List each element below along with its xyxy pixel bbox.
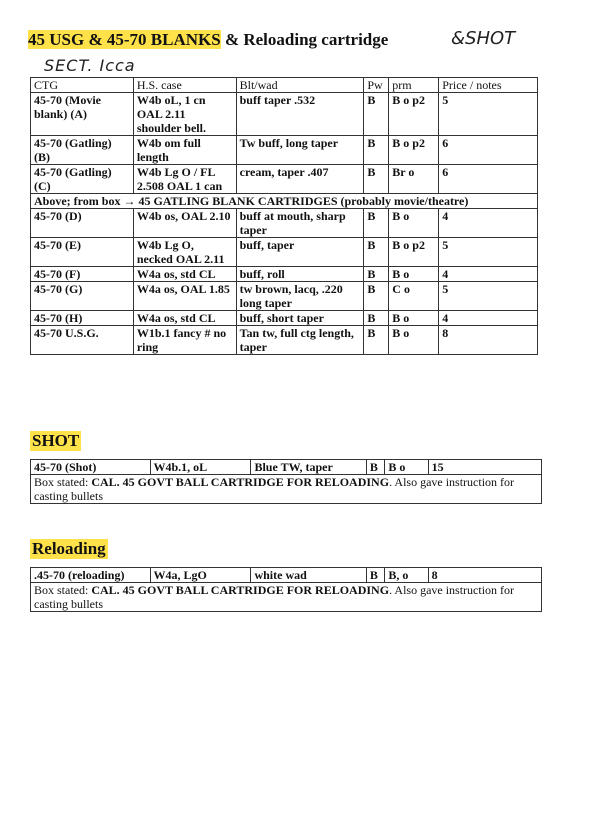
reloading-note — [31, 583, 542, 612]
cell-price: 4 — [439, 209, 538, 238]
cell-pw: B — [364, 165, 389, 194]
header-blt-wad: Blt/wad — [236, 78, 364, 93]
note-bold: CAL. 45 GOVT BALL CARTRIDGE FOR RELOADING — [91, 583, 390, 597]
note-prefix: Box stated: — [34, 475, 92, 489]
cell-prm: B o — [389, 267, 439, 282]
cell-ctg: 45-70 (Gatling) (C) — [31, 165, 134, 194]
header-hs-case: H.S. case — [133, 78, 236, 93]
cell-hs-case: W1b.1 fancy # no ring — [133, 326, 236, 355]
cell-prm: B o — [389, 209, 439, 238]
shot-section-title: SHOT — [32, 431, 80, 450]
cell-ctg: .45-70 (reloading) — [31, 568, 151, 583]
cell-price: 5 — [439, 282, 538, 311]
cell-price: 8 — [428, 568, 541, 583]
cell-price: 5 — [439, 93, 538, 136]
cell-blt-wad: buff, short taper — [236, 311, 364, 326]
shot-note — [31, 475, 542, 504]
note-rest: . Also gave instruction for casting bullets — [34, 475, 515, 503]
cell-pw: B — [364, 311, 389, 326]
reloading-note-row — [31, 583, 542, 612]
cell-ctg: 45-70 (Movie blank) (A) — [31, 93, 134, 136]
table-row — [31, 165, 538, 194]
shot-note-row — [31, 475, 542, 504]
cell-hs-case: W4a os, std CL — [133, 267, 236, 282]
table-row — [31, 209, 538, 238]
page-title — [28, 30, 388, 50]
cell-ctg: 45-70 U.S.G. — [31, 326, 134, 355]
cell-pw: B — [364, 93, 389, 136]
reloading-table — [30, 567, 542, 612]
cell-price: 4 — [439, 311, 538, 326]
cell-blt-wad: buff at mouth, sharp taper — [236, 209, 364, 238]
cell-prm: Br o — [389, 165, 439, 194]
cell-price: 8 — [439, 326, 538, 355]
cell-prm: B o p2 — [389, 136, 439, 165]
header-pw: Pw — [364, 78, 389, 93]
cell-ctg: 45-70 (Gatling) (B) — [31, 136, 134, 165]
cell-blt-wad: tw brown, lacq, .220 long taper — [236, 282, 364, 311]
handwritten-shot-note: &SHOT — [451, 28, 516, 49]
table-row — [31, 326, 538, 355]
cell-hs-case: W4a, LgO — [150, 568, 251, 583]
cell-pw: B — [364, 136, 389, 165]
table-row — [31, 267, 538, 282]
header-price-notes: Price / notes — [439, 78, 538, 93]
note-prefix: Box stated: — [34, 583, 92, 597]
cell-blt-wad: Blue TW, taper — [251, 460, 366, 475]
cell-hs-case: W4b oL, 1 cn OAL 2.11 shoulder bell. — [133, 93, 236, 136]
handwritten-section-note: SECT. Icca — [44, 56, 136, 75]
cell-blt-wad: white wad — [251, 568, 366, 583]
title-rest: & Reloading cartridge — [224, 30, 389, 49]
table-row — [31, 136, 538, 165]
cell-ctg: 45-70 (D) — [31, 209, 134, 238]
cell-pw: B — [366, 460, 385, 475]
table-row — [31, 568, 542, 583]
cell-pw: B — [364, 267, 389, 282]
header-ctg: CTG — [31, 78, 134, 93]
cell-price: 4 — [439, 267, 538, 282]
shot-table — [30, 459, 542, 504]
cell-pw: B — [364, 326, 389, 355]
reloading-section-title: Reloading — [32, 539, 106, 558]
table-row — [31, 93, 538, 136]
table-span-row — [31, 194, 538, 209]
cell-hs-case: W4b os, OAL 2.10 — [133, 209, 236, 238]
cell-hs-case: W4b om full length — [133, 136, 236, 165]
cartridge-table — [30, 77, 538, 355]
cell-hs-case: W4b Lg O / FL 2.508 OAL 1 can — [133, 165, 236, 194]
note-rest: . Also gave instruction for casting bullets — [34, 583, 515, 611]
cell-prm: B o — [389, 311, 439, 326]
header-prm: prm — [389, 78, 439, 93]
cell-ctg: 45-70 (Shot) — [31, 460, 151, 475]
note-bold: CAL. 45 GOVT BALL CARTRIDGE FOR RELOADING — [91, 475, 390, 489]
cell-prm: B o — [385, 460, 428, 475]
title-highlight: 45 USG & 45-70 BLANKS — [28, 30, 221, 49]
cell-pw: B — [366, 568, 385, 583]
cell-pw: B — [364, 282, 389, 311]
cell-ctg: 45-70 (E) — [31, 238, 134, 267]
cell-blt-wad: buff, taper — [236, 238, 364, 267]
cell-blt-wad: cream, taper .407 — [236, 165, 364, 194]
cell-ctg: 45-70 (G) — [31, 282, 134, 311]
cell-ctg: 45-70 (F) — [31, 267, 134, 282]
cell-price: 15 — [428, 460, 541, 475]
cell-prm: C o — [389, 282, 439, 311]
cell-blt-wad: buff taper .532 — [236, 93, 364, 136]
cell-hs-case: W4a os, OAL 1.85 — [133, 282, 236, 311]
cell-blt-wad: Tw buff, long taper — [236, 136, 364, 165]
gatling-box-note: Above; from box → 45 GATLING BLANK CARTRIDGES (probably movie/theatre) — [31, 194, 538, 209]
cell-ctg: 45-70 (H) — [31, 311, 134, 326]
cell-blt-wad: Tan tw, full ctg length, taper — [236, 326, 364, 355]
table-row — [31, 282, 538, 311]
table-row — [31, 311, 538, 326]
cell-prm: B o p2 — [389, 93, 439, 136]
cell-hs-case: W4b.1, oL — [150, 460, 251, 475]
cell-prm: B, o — [385, 568, 428, 583]
cell-prm: B o — [389, 326, 439, 355]
cell-hs-case: W4a os, std CL — [133, 311, 236, 326]
cell-blt-wad: buff, roll — [236, 267, 364, 282]
cell-pw: B — [364, 238, 389, 267]
cell-price: 6 — [439, 136, 538, 165]
cell-prm: B o p2 — [389, 238, 439, 267]
table-row — [31, 460, 542, 475]
cell-price: 5 — [439, 238, 538, 267]
cell-pw: B — [364, 209, 389, 238]
cell-price: 6 — [439, 165, 538, 194]
table-header-row — [31, 78, 538, 93]
table-row — [31, 238, 538, 267]
cell-hs-case: W4b Lg O, necked OAL 2.11 — [133, 238, 236, 267]
